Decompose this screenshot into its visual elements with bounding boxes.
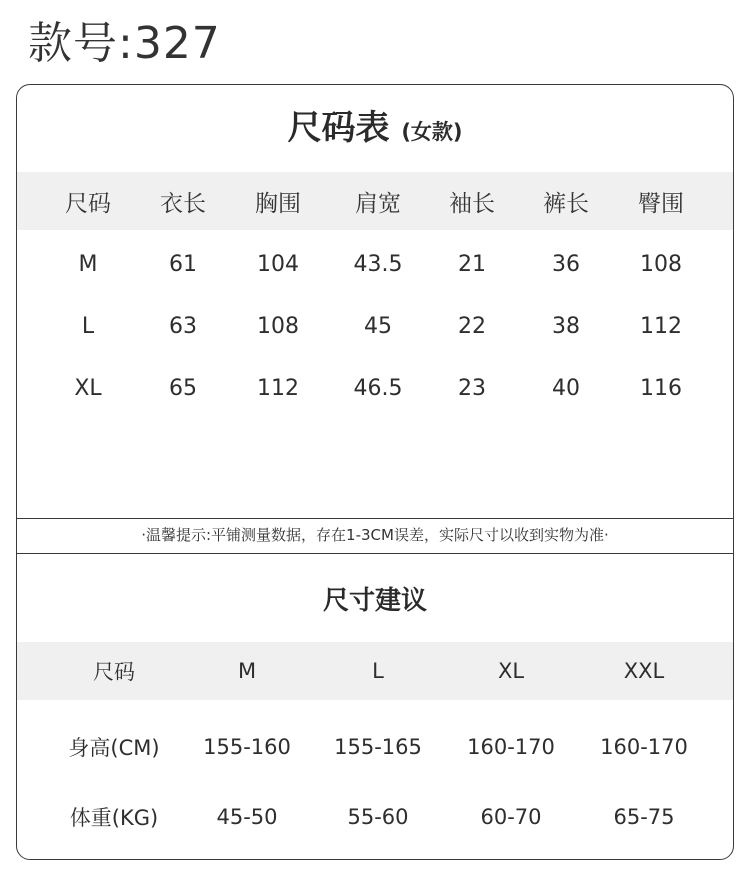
cell-bust: 104 bbox=[257, 251, 299, 277]
advice-header-xxl: XXL bbox=[623, 659, 665, 683]
cell-size: M bbox=[78, 251, 98, 277]
cell-size: L bbox=[81, 313, 95, 339]
size-advice-title: 尺寸建议 bbox=[322, 586, 427, 616]
advice-cell: 160-170 bbox=[467, 735, 555, 759]
table-row bbox=[17, 357, 733, 419]
cell-bust: 112 bbox=[257, 375, 299, 401]
header-cell-sleeve: 袖长 bbox=[449, 190, 495, 217]
header-cell-size: 尺码 bbox=[65, 190, 111, 217]
size-chart-subtitle: (女款) bbox=[401, 120, 463, 144]
table-row bbox=[17, 295, 733, 357]
cell-shoulder: 46.5 bbox=[353, 375, 403, 401]
model-number: 款号:327 bbox=[28, 18, 221, 69]
advice-label-height: 身高(CM) bbox=[68, 736, 160, 760]
size-chart-card bbox=[16, 84, 734, 860]
advice-header-m: M bbox=[237, 659, 257, 683]
cell-size: XL bbox=[74, 375, 102, 401]
cell-sleeve: 23 bbox=[458, 375, 486, 401]
advice-cell: 155-165 bbox=[334, 735, 422, 759]
table-row bbox=[17, 233, 733, 295]
cell-pants: 38 bbox=[552, 313, 580, 339]
cell-shoulder: 45 bbox=[364, 313, 392, 339]
advice-cell: 155-160 bbox=[203, 735, 291, 759]
table-row bbox=[17, 713, 733, 781]
header-cell-shoulder: 肩宽 bbox=[355, 190, 401, 217]
header-cell-hip: 臀围 bbox=[638, 190, 684, 217]
header-cell-length: 衣长 bbox=[160, 190, 206, 217]
size-chart-title-text: 尺码表 bbox=[287, 108, 390, 148]
size-advice-header-row bbox=[17, 642, 733, 700]
size-chart-header-row bbox=[17, 172, 733, 230]
advice-cell: 45-50 bbox=[216, 805, 278, 829]
cell-pants: 36 bbox=[552, 251, 580, 277]
cell-length: 61 bbox=[169, 251, 197, 277]
advice-header-l: L bbox=[372, 659, 384, 683]
table-row bbox=[17, 783, 733, 851]
advice-header-xl: XL bbox=[497, 659, 525, 683]
header-cell-pants: 裤长 bbox=[543, 190, 589, 217]
advice-header-size: 尺码 bbox=[93, 660, 135, 684]
advice-cell: 60-70 bbox=[480, 805, 542, 829]
cell-sleeve: 22 bbox=[458, 313, 486, 339]
cell-shoulder: 43.5 bbox=[353, 251, 403, 277]
cell-length: 63 bbox=[169, 313, 197, 339]
cell-bust: 108 bbox=[257, 313, 299, 339]
measurement-note: ·温馨提示:平铺测量数据，存在1-3CM误差，实际尺寸以收到实物为准· bbox=[17, 518, 733, 554]
size-chart-title bbox=[17, 103, 733, 157]
cell-pants: 40 bbox=[552, 375, 580, 401]
advice-cell: 55-60 bbox=[347, 805, 409, 829]
cell-hip: 108 bbox=[640, 251, 682, 277]
cell-length: 65 bbox=[169, 375, 197, 401]
advice-cell: 65-75 bbox=[613, 805, 675, 829]
advice-cell: 160-170 bbox=[600, 735, 688, 759]
cell-sleeve: 21 bbox=[458, 251, 486, 277]
cell-hip: 116 bbox=[640, 375, 682, 401]
advice-label-weight: 体重(KG) bbox=[69, 806, 159, 830]
cell-hip: 112 bbox=[640, 313, 682, 339]
header-cell-bust: 胸围 bbox=[255, 190, 301, 217]
